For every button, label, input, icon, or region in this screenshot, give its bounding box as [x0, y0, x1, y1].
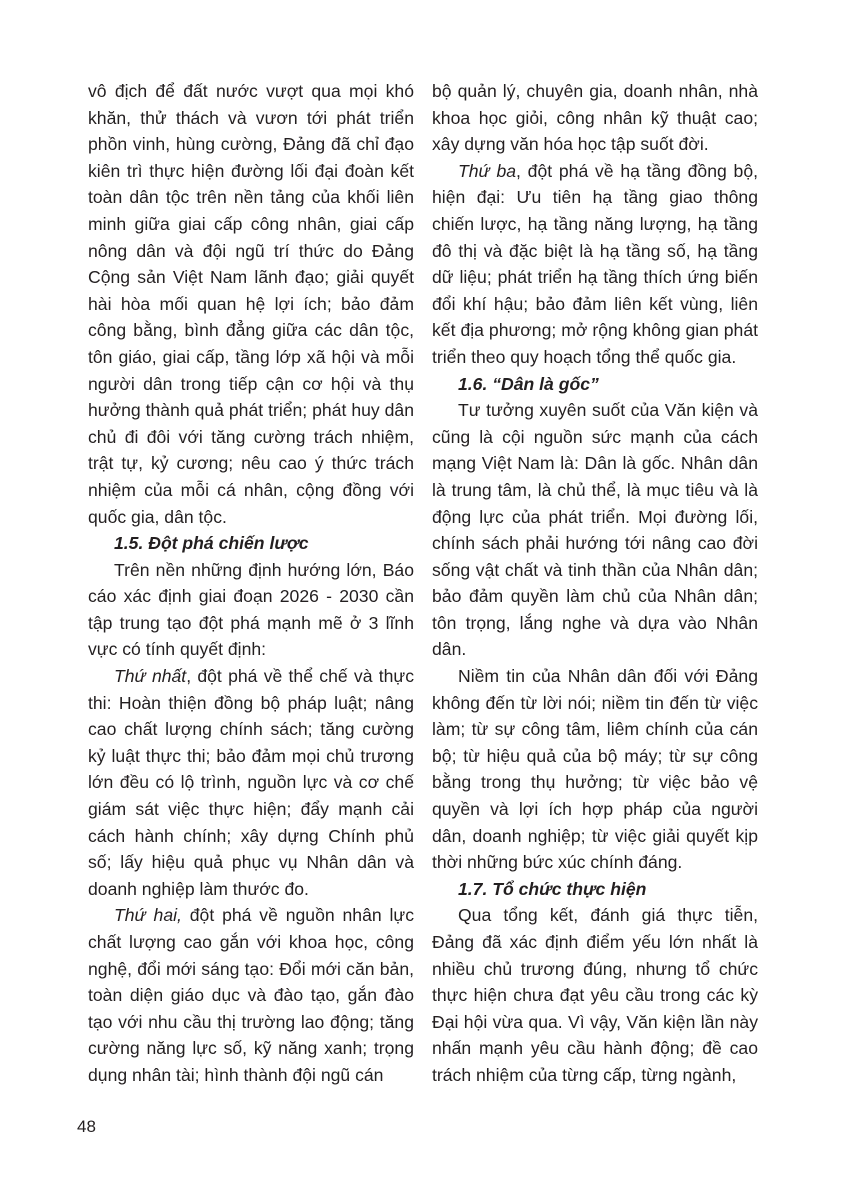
section-heading-1-7: 1.7. Tổ chức thực hiện: [458, 878, 647, 899]
right-column: [432, 78, 758, 1089]
paragraph-body: đột phá về nguồn nhân lực chất lượng cao gắn với khoa học, công nghệ, đổi mới sáng tạo: Đổi mới căn bản, toàn diện giáo dục và đào tạo, gắn đào tạo với nhu cầu thị trường lao động; tăng cường năng lực số, kỹ năng xanh; trọng dụng nhân tài; hình thành đội ngũ cán: [88, 905, 414, 1085]
paragraph: [88, 902, 414, 1088]
paragraph: [432, 158, 758, 371]
paragraph: Niềm tin của Nhân dân đối với Đảng không đến từ lời nói; niềm tin đến từ việc làm; từ sự công tâm, liêm chính của cán bộ; từ hiệu quả của bộ máy; từ sự công bằng trong thụ hưởng; từ việc bảo vệ quyền và lợi ích hợp pháp của người dân, doanh nghiệp; từ việc giải quyết kịp thời những bức xúc chính đáng.: [432, 666, 758, 873]
paragraph-body: , đột phá về hạ tầng đồng bộ, hiện đại: Ưu tiên hạ tầng giao thông chiến lược, hạ tầng năng lượng, hạ tầng đô thị và đặc biệt là hạ tầng số, hạ tầng dữ liệu; phát triển hạ tầng thích ứng biến đổi khí hậu; bảo đảm liên kết vùng, liên kết địa phương; mở rộng không gian phát triển theo quy hoạch tổng thể quốc gia.: [432, 160, 758, 367]
paragraph: vô địch để đất nước vượt qua mọi khó khăn, thử thách và vươn tới phát triển phồn vinh, hùng cường, Đảng đã chỉ đạo kiên trì thực hiện đường lối đại đoàn kết toàn dân tộc trên nền tảng của khối liên minh giữa giai cấp công nhân, giai cấp nông dân và đội ngũ trí thức do Đảng Cộng sản Việt Nam lãnh đạo; giải quyết hài hòa mối quan hệ lợi ích; bảo đảm công bằng, bình đẳng giữa các dân tộc, tôn giáo, giai cấp, tầng lớp xã hội và mỗi người dân trong tiếp cận cơ hội và thụ hưởng thành quả phát triển; phát huy dân chủ đi đôi với tăng cường trách nhiệm, trật tự, kỷ cương; nêu cao ý thức trách nhiệm của mỗi cá nhân, cộng đồng với quốc gia, dân tộc.: [88, 81, 414, 527]
paragraph: Qua tổng kết, đánh giá thực tiễn, Đảng đã xác định điểm yếu lớn nhất là nhiều chủ trương đúng, nhưng tổ chức thực hiện chưa đạt yêu cầu trong các kỳ Đại hội vừa qua. Vì vậy, Văn kiện lần này nhấn mạnh yêu cầu hành động; đề cao trách nhiệm của từng cấp, từng ngành,: [432, 905, 758, 1085]
paragraph-lead: Thứ nhất: [114, 666, 187, 687]
page-number: 48: [77, 1117, 96, 1136]
paragraph: [88, 663, 414, 902]
left-column: [88, 78, 414, 1089]
paragraph: bộ quản lý, chuyên gia, doanh nhân, nhà khoa học giỏi, công nhân kỹ thuật cao; xây dựng văn hóa học tập suốt đời.: [432, 81, 758, 155]
paragraph-body: , đột phá về thể chế và thực thi: Hoàn thiện đồng bộ pháp luật; nâng cao chất lượng chính sách; tăng cường kỷ luật thực thi; bảo đảm mọi chủ trương lớn đều có lộ trình, nguồn lực và cơ chế giám sát việc thực hiện; đẩy mạnh cải cách hành chính; xây dựng Chính phủ số; lấy hiệu quả phục vụ Nhân dân và doanh nghiệp làm thước đo.: [88, 666, 414, 899]
paragraph-lead: Thứ ba: [458, 160, 517, 181]
section-heading-1-5: 1.5. Đột phá chiến lược: [114, 533, 309, 554]
paragraph: Tư tưởng xuyên suốt của Văn kiện và cũng là cội nguồn sức mạnh của cách mạng Việt Nam là: Dân là gốc. Nhân dân là trung tâm, là chủ thể, là mục tiêu và là động lực của phát triển. Mọi đường lối, chính sách phải hướng tới nâng cao đời sống vật chất và tinh thần của Nhân dân; bảo đảm quyền làm chủ của Nhân dân; tôn trọng, lắng nghe và dựa vào Nhân dân.: [432, 400, 758, 660]
paragraph: Trên nền những định hướng lớn, Báo cáo xác định giai đoạn 2026 - 2030 cần tập trung tạo đột phá mạnh mẽ ở 3 lĩnh vực có tính quyết định:: [88, 559, 414, 660]
paragraph-lead: Thứ hai,: [114, 905, 182, 926]
section-heading-1-6: 1.6. “Dân là gốc”: [458, 373, 599, 394]
